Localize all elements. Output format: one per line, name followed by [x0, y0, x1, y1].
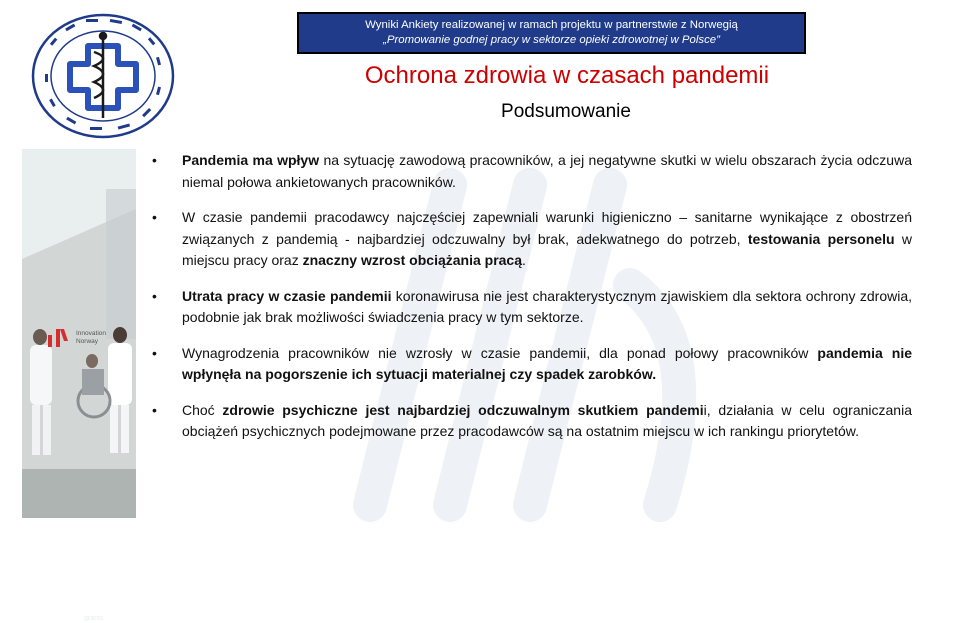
bullet-text: .	[522, 252, 526, 268]
innovation-norway-logo-icon	[48, 329, 72, 347]
summary-bullet-list	[150, 150, 912, 457]
bullet-marker: •	[152, 209, 157, 225]
bullet-text-bold: pandemia nie wpłynęła na pogorszenie ich sytuacji materialnej czy spadek zarobków.	[182, 344, 913, 382]
norway-grants-text: Norway grants	[84, 606, 108, 622]
bullet-item	[150, 207, 912, 272]
bullet-item	[150, 150, 912, 193]
norway-grants-logo-icon	[82, 586, 102, 600]
bullet-item	[150, 343, 912, 386]
bullet-text-bold: znaczny wzrost obciążania pracą	[302, 252, 522, 268]
side-photo-panel	[22, 149, 136, 622]
header-line-2: „Promowanie godnej pracy w sektorze opieki zdrowotnej w Polsce”	[383, 34, 720, 46]
bullet-item	[150, 400, 912, 443]
page-subtitle: Podsumowanie	[501, 101, 631, 122]
bullet-text: i, działania w celu ograniczania obciążeń psychicznych podejmowane przez pracodawców są na ostatnim miejscu w ich rankingu priorytetów.	[182, 401, 912, 439]
bullet-text-bold: testowania personelu	[747, 230, 895, 247]
bullet-text: w miejscu pracy oraz	[182, 230, 912, 268]
bullet-marker: •	[152, 401, 157, 418]
bullet-marker: •	[152, 287, 157, 304]
header-box	[297, 12, 806, 54]
bullet-marker: •	[152, 344, 157, 361]
header-line-1: Wyniki Ankiety realizowanej w ramach projektu w partnerstwie z Norwegią	[365, 19, 738, 31]
bullet-text-bold: zdrowie psychiczne jest najbardziej odczuwalnym skutkiem pandemi	[222, 401, 704, 418]
union-logo	[30, 12, 176, 140]
bullet-text: koronawirusa nie jest charakterystycznym zjawiskiem dla sektora ochrony zdrowia, podobnie jak brak możliwości świadczenia pracy w tym sektorze.	[182, 287, 912, 325]
bullet-item	[150, 286, 912, 329]
bullet-text-bold: Pandemia ma wpływ	[182, 152, 320, 168]
bullet-text-bold: Utrata pracy w czasie pandemii	[182, 287, 392, 304]
page-title: Ochrona zdrowia w czasach pandemii	[364, 62, 770, 89]
bullet-text: Wynagrodzenia pracowników nie wzrosły w czasie pandemii, dla ponad połowy pracowników	[182, 344, 818, 361]
innovation-norway-text: Innovation Norway	[76, 330, 106, 345]
bullet-text: W czasie pandemii pracodawcy najczęściej zapewniali warunki higieniczno – sanitarne wynikające z obostrzeń związanych z pandemią - najbardziej odczuwalny był brak, adekwatnego do potrzeb,	[182, 209, 912, 247]
bullet-text: Choć	[182, 401, 223, 418]
bullet-marker: •	[152, 152, 157, 168]
bullet-text: na sytuację zawodową pracowników, a jej negatywne skutki w wielu obszarach życia odczuwa niemal połowa ankietowanych pracowników.	[182, 152, 912, 190]
